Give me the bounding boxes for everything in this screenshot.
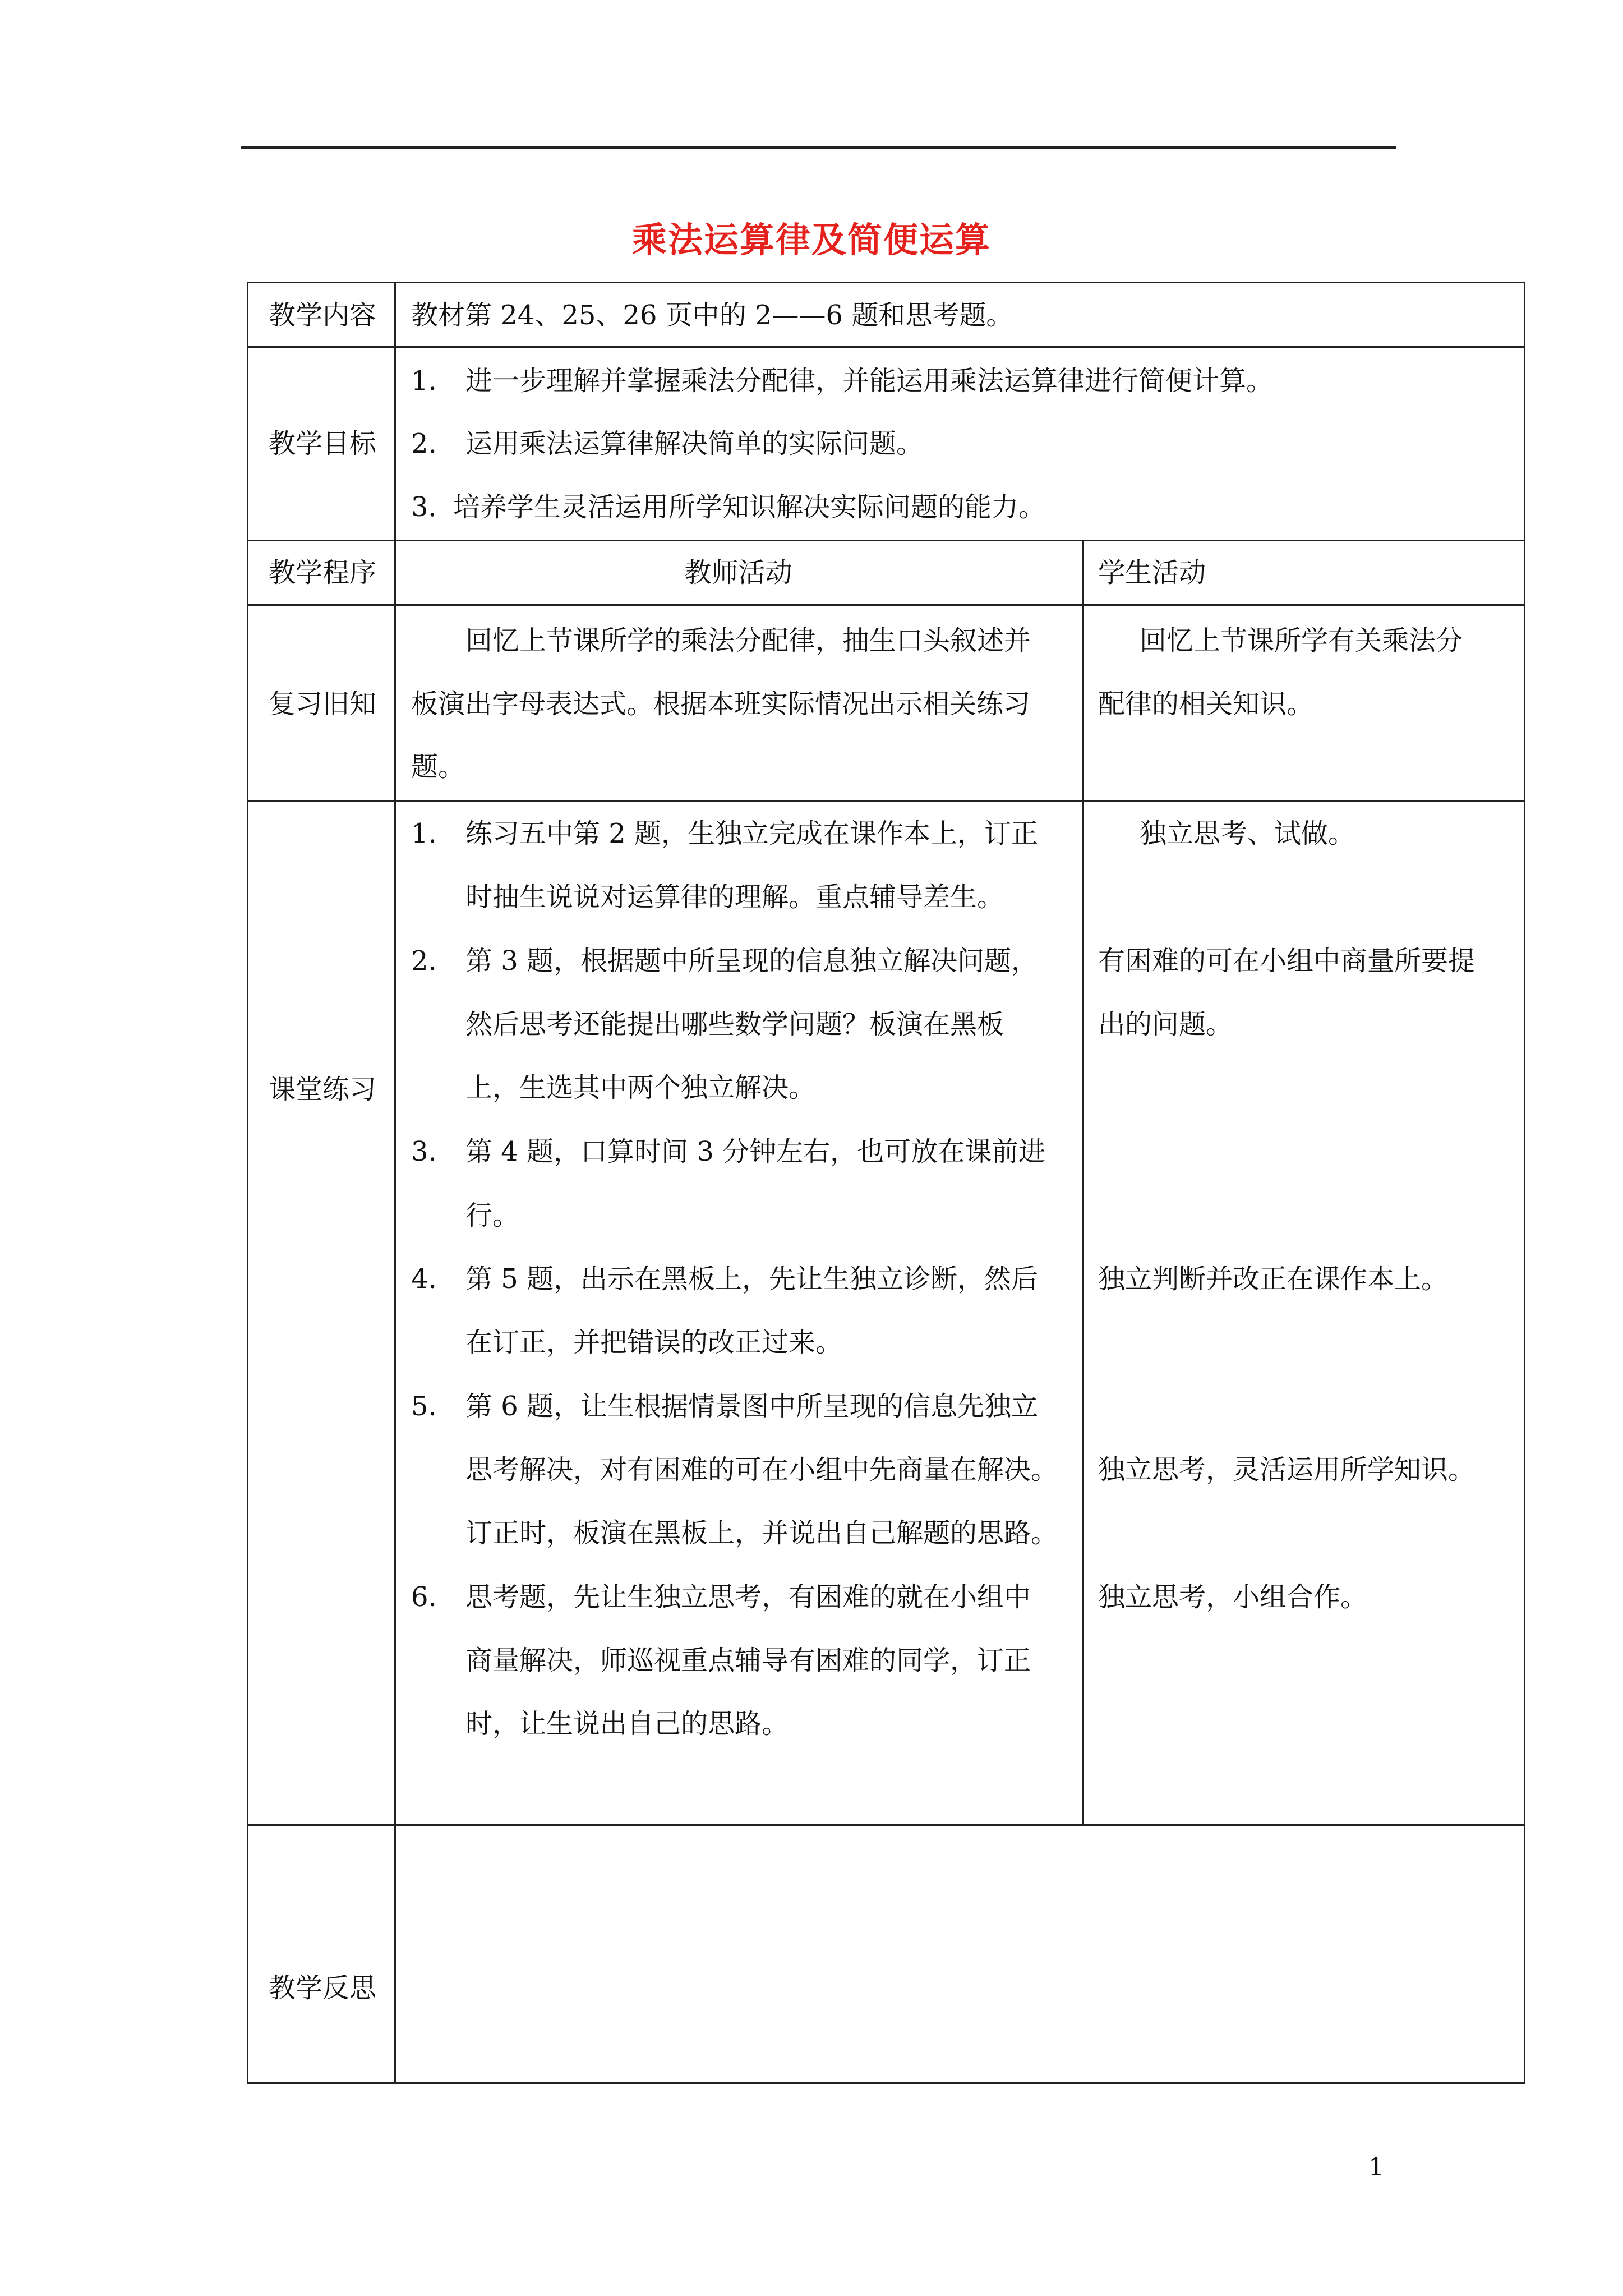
goal-number: 2. — [411, 428, 437, 459]
practice-line: 第 4 题，口算时间 3 分钟左右，也可放在课前进 — [465, 1136, 1046, 1167]
row-label-reflection: 教学反思 — [268, 1972, 376, 2004]
practice-number: 2. — [411, 945, 437, 977]
student-note: 独立思考，小组合作。 — [1098, 1581, 1368, 1613]
goal-text: 运用乘法运算律解决简单的实际问题。 — [465, 428, 924, 459]
review-student-line: 回忆上节课所学有关乘法分 — [1140, 625, 1463, 656]
practice-line: 订正时，板演在黑板上，并说出自己解题的思路。 — [465, 1517, 1058, 1549]
practice-number: 3. — [411, 1136, 437, 1167]
practice-number: 6. — [411, 1581, 437, 1613]
student-note: 出的问题。 — [1098, 1009, 1233, 1040]
content-text: 教材第 24、25、26 页中的 2——6 题和思考题。 — [411, 300, 1013, 331]
row-label-review: 复习旧知 — [268, 688, 376, 720]
review-teacher-line: 回忆上节课所学的乘法分配律，抽生口头叙述并 — [465, 625, 1031, 656]
practice-line: 思考解决，对有困难的可在小组中先商量在解决。 — [465, 1454, 1058, 1485]
review-teacher-line: 板演出字母表达式。根据本班实际情况出示相关练习 — [411, 688, 1031, 720]
student-note: 独立思考，灵活运用所学知识。 — [1098, 1454, 1476, 1485]
student-note: 独立判断并改正在课作本上。 — [1098, 1263, 1449, 1295]
row-label-procedure: 教学程序 — [268, 557, 376, 588]
row-label-content: 教学内容 — [268, 300, 376, 331]
page-number: 1 — [1368, 2153, 1384, 2182]
header-rule — [241, 146, 1396, 149]
goal-text: 进一步理解并掌握乘法分配律，并能运用乘法运算律进行简便计算。 — [465, 365, 1274, 397]
review-student-line: 配律的相关知识。 — [1098, 688, 1314, 720]
practice-number: 1. — [411, 818, 437, 849]
practice-line: 然后思考还能提出哪些数学问题？板演在黑板 — [465, 1009, 1004, 1040]
student-note: 有困难的可在小组中商量所要提 — [1098, 945, 1476, 977]
page-title: 乘法运算律及简便运算 — [631, 219, 991, 260]
practice-line: 时，让生说出自己的思路。 — [465, 1708, 789, 1740]
goal-text: 培养学生灵活运用所学知识解决实际问题的能力。 — [453, 491, 1046, 523]
practice-line: 时抽生说说对运算律的理解。重点辅导差生。 — [465, 881, 1004, 913]
student-activity-header: 学生活动 — [1098, 557, 1206, 588]
practice-line: 在订正，并把错误的改正过来。 — [465, 1327, 843, 1358]
practice-number: 5. — [411, 1391, 437, 1422]
row-label-practice: 课堂练习 — [268, 1074, 376, 1105]
practice-line: 第 5 题，出示在黑板上，先让生独立诊断，然后 — [465, 1263, 1039, 1295]
practice-line: 行。 — [465, 1200, 520, 1231]
practice-line: 思考题，先让生独立思考，有困难的就在小组中 — [465, 1581, 1031, 1613]
teacher-activity-header: 教师活动 — [684, 557, 792, 588]
row-label-goals: 教学目标 — [268, 428, 376, 459]
goal-number: 3． — [411, 491, 455, 523]
student-note: 独立思考、试做。 — [1140, 818, 1355, 849]
practice-number: 4. — [411, 1263, 437, 1295]
practice-line: 第 6 题，让生根据情景图中所呈现的信息先独立 — [465, 1391, 1039, 1422]
review-teacher-line: 题。 — [411, 751, 465, 783]
practice-line: 第 3 题，根据题中所呈现的信息独立解决问题， — [465, 945, 1039, 977]
practice-line: 商量解决，师巡视重点辅导有困难的同学，订正 — [465, 1645, 1031, 1676]
goal-number: 1. — [411, 365, 437, 397]
practice-line: 上，生选其中两个独立解决。 — [465, 1072, 816, 1103]
practice-line: 练习五中第 2 题，生独立完成在课作本上，订正 — [465, 818, 1039, 849]
